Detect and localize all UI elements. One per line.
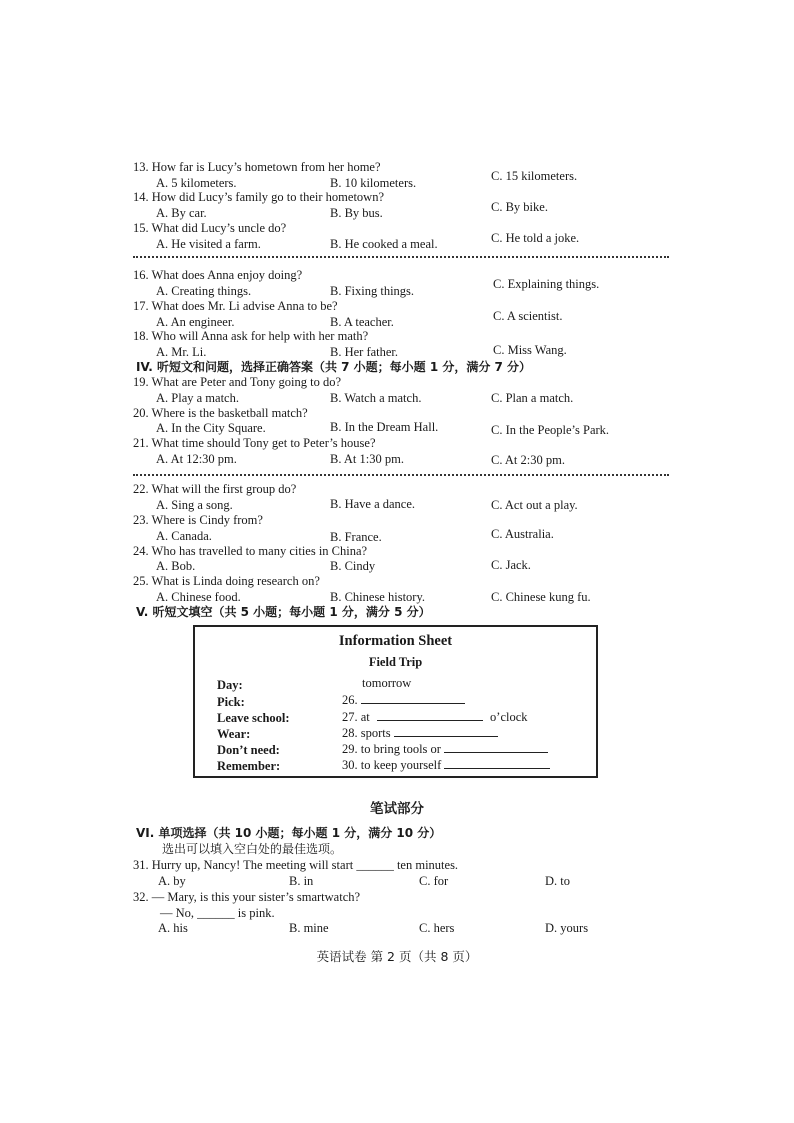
sheet-value-day: tomorrow — [362, 676, 412, 690]
section-6-instruction: 选出可以填入空白处的最佳选项。 — [162, 842, 343, 856]
option-18c: C. Miss Wang. — [493, 343, 567, 357]
option-23a: A. Canada. — [156, 529, 212, 543]
option-21c: C. At 2:30 pm. — [491, 453, 565, 467]
question-19: 19. What are Peter and Tony going to do? — [133, 375, 341, 389]
answer-blank — [444, 757, 550, 769]
answer-blank — [394, 725, 498, 737]
option-25c: C. Chinese kung fu. — [491, 590, 591, 604]
option-18a: A. Mr. Li. — [156, 345, 207, 359]
question-17: 17. What does Mr. Li advise Anna to be? — [133, 299, 338, 313]
dotted-divider — [133, 256, 669, 258]
question-32-line1: 32. — Mary, is this your sister’s smartwatch? — [133, 890, 361, 904]
sheet-label-day: Day: — [217, 678, 243, 692]
option-16a: A. Creating things. — [156, 284, 252, 298]
option-31a: A. by — [158, 874, 186, 888]
option-32d: D. yours — [545, 921, 589, 935]
sheet-subtitle: Field Trip — [368, 655, 423, 669]
option-17a: A. An engineer. — [156, 315, 235, 329]
blank-prefix: 27. at — [342, 710, 370, 724]
option-15c: C. He told a joke. — [491, 231, 580, 245]
option-32b: B. mine — [289, 921, 329, 935]
sheet-label-pick: Pick: — [217, 695, 245, 709]
option-20c: C. In the People’s Park. — [491, 423, 610, 437]
information-sheet — [193, 625, 598, 778]
dotted-divider — [133, 474, 669, 476]
option-31b: B. in — [289, 874, 314, 888]
option-16c: C. Explaining things. — [493, 277, 600, 291]
option-19c: C. Plan a match. — [491, 391, 574, 405]
option-21b: B. At 1:30 pm. — [330, 452, 404, 466]
option-32a: A. his — [158, 921, 188, 935]
option-20a: A. In the City Square. — [156, 421, 266, 435]
option-22a: A. Sing a song. — [156, 498, 233, 512]
option-17c: C. A scientist. — [493, 309, 563, 323]
option-24c: C. Jack. — [491, 558, 531, 572]
question-14: 14. How did Lucy’s family go to their hometown? — [133, 190, 385, 204]
option-21a: A. At 12:30 pm. — [156, 452, 237, 466]
answer-blank — [377, 709, 483, 721]
option-32c: C. hers — [419, 921, 455, 935]
sheet-blank-30 — [342, 757, 550, 773]
option-25a: A. Chinese food. — [156, 590, 241, 604]
sheet-label-leave-school: Leave school: — [217, 711, 290, 725]
option-13c: C. 15 kilometers. — [491, 169, 578, 183]
sheet-title: Information Sheet — [338, 633, 453, 649]
option-23c: C. Australia. — [491, 527, 554, 541]
option-22b: B. Have a dance. — [330, 497, 416, 511]
section-5-heading: V. 听短文填空（共 5 小题；每小题 1 分，满分 5 分） — [136, 605, 431, 619]
sheet-label-wear: Wear: — [217, 727, 251, 741]
option-14c: C. By bike. — [491, 200, 548, 214]
option-13a: A. 5 kilometers. — [156, 176, 237, 190]
section-4-heading: IV. 听短文和问题，选择正确答案（共 7 小题；每小题 1 分，满分 7 分） — [136, 360, 532, 374]
option-31d: D. to — [545, 874, 570, 888]
option-25b: B. Chinese history. — [330, 590, 426, 604]
option-24a: A. Bob. — [156, 559, 196, 573]
question-24: 24. Who has travelled to many cities in China? — [133, 544, 368, 558]
page-footer: 英语试卷 第 2 页（共 8 页） — [316, 949, 478, 964]
sheet-label-dont-need: Don’t need: — [217, 743, 280, 757]
blank-number: 26. — [342, 693, 358, 707]
option-22c: C. Act out a play. — [491, 498, 578, 512]
sheet-blank-29 — [342, 741, 548, 757]
written-part-title: 笔试部分 — [370, 801, 424, 817]
option-19a: A. Play a match. — [156, 391, 239, 405]
question-22: 22. What will the first group do? — [133, 482, 297, 496]
sheet-label-remember: Remember: — [217, 759, 281, 773]
question-13: 13. How far is Lucy’s hometown from her home? — [133, 160, 381, 174]
option-14a: A. By car. — [156, 206, 207, 220]
option-15b: B. He cooked a meal. — [330, 237, 438, 251]
question-16: 16. What does Anna enjoy doing? — [133, 268, 303, 282]
blank-suffix: o’clock — [490, 710, 528, 724]
question-18: 18. Who will Anna ask for help with her math? — [133, 329, 369, 343]
sheet-blank-28 — [342, 725, 498, 741]
question-20: 20. Where is the basketball match? — [133, 406, 308, 420]
option-24b: B. Cindy — [330, 559, 376, 573]
option-16b: B. Fixing things. — [330, 284, 415, 298]
option-20b: B. In the Dream Hall. — [330, 420, 439, 434]
section-6-heading: VI. 单项选择（共 10 小题；每小题 1 分，满分 10 分） — [136, 826, 442, 840]
question-25: 25. What is Linda doing research on? — [133, 574, 320, 588]
sheet-blank-26 — [342, 692, 465, 708]
option-14b: B. By bus. — [330, 206, 383, 220]
question-21: 21. What time should Tony get to Peter’s house? — [133, 436, 376, 450]
answer-blank — [444, 741, 548, 753]
option-15a: A. He visited a farm. — [156, 237, 261, 251]
blank-prefix: 29. to bring tools or — [342, 742, 441, 756]
option-18b: B. Her father. — [330, 345, 399, 359]
question-15: 15. What did Lucy’s uncle do? — [133, 221, 287, 235]
blank-prefix: 30. to keep yourself — [342, 758, 442, 772]
option-17b: B. A teacher. — [330, 315, 394, 329]
sheet-blank-27 — [342, 709, 528, 725]
option-23b: B. France. — [330, 530, 382, 544]
blank-prefix: 28. sports — [342, 726, 391, 740]
answer-blank — [361, 692, 465, 704]
question-31: 31. Hurry up, Nancy! The meeting will start ______ ten minutes. — [133, 858, 459, 872]
question-23: 23. Where is Cindy from? — [133, 513, 263, 527]
option-19b: B. Watch a match. — [330, 391, 422, 405]
option-13b: B. 10 kilometers. — [330, 176, 417, 190]
option-31c: C. for — [419, 874, 449, 888]
question-32-line2: — No, ______ is pink. — [160, 906, 275, 920]
